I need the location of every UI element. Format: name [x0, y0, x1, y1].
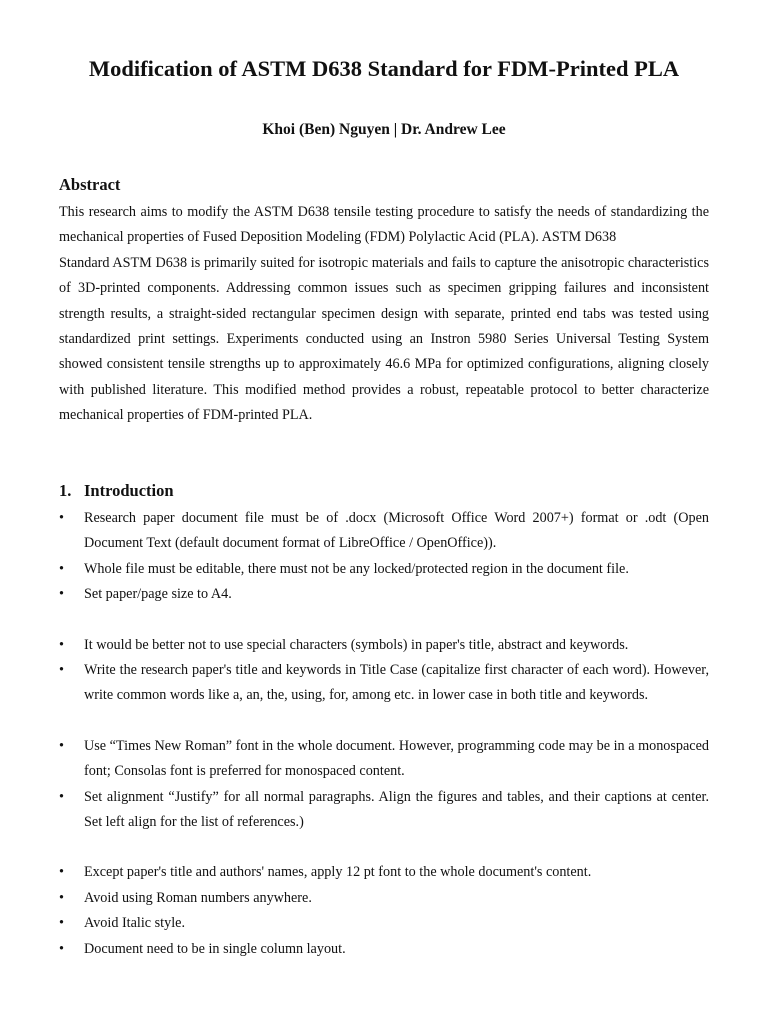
abstract-heading: Abstract [59, 175, 121, 194]
list-item-text: Write the research paper's title and keywords in Title Case (capitalize first character of each word). However, write common words like a, an, the, using, for, among etc. in lower case in both title and keywords. [84, 662, 709, 704]
list-item-text: Set paper/page size to A4. [84, 586, 232, 603]
bullet-group [59, 506, 709, 608]
paper-title: Modification of ASTM D638 Standard for FDM-Printed PLA [88, 56, 680, 81]
bullet-group [59, 633, 709, 709]
list-item-text: Set alignment “Justify” for all normal paragraphs. Align the figures and tables, and their captions at center. Set left align for the list of references.) [84, 788, 709, 831]
list-item [59, 886, 709, 911]
abstract-body [59, 200, 709, 429]
bullet-icon: • [59, 889, 64, 906]
bullet-icon: • [59, 788, 64, 805]
bullet-icon: • [59, 636, 64, 653]
list-item [59, 785, 709, 836]
bullet-icon: • [59, 662, 64, 679]
bullet-icon: • [59, 560, 64, 577]
list-item [59, 506, 709, 557]
list-item-text: Research paper document file must be of .docx (Microsoft Office Word 2007+) format or .odt (Open Document Text (default document format of LibreOffice / OpenOffice)). [84, 510, 709, 552]
introduction-bullet-list [59, 506, 709, 962]
abstract-paragraph: This research aims to modify the ASTM D638 tensile testing procedure to satisfy the needs of standardizing the mechanical properties of Fused Deposition Modeling (FDM) Polylactic Acid (PLA). ASTM D638 [59, 204, 709, 246]
list-item [59, 582, 709, 607]
bullet-group [59, 860, 709, 962]
list-item-text: Document need to be in single column layout. [84, 940, 346, 957]
abstract-paragraph: Standard ASTM D638 is primarily suited for isotropic materials and fails to capture the anisotropic characteristics of 3D-printed components. Addressing common issues such as specimen gripping failures and inconsistent strength results, a straight-sided rectangular specimen design with separate, printed end tabs was tested using standardized print settings. Experiments conducted using an Instron 5980 Series Universal Testing System showed consistent tensile strengths up to approximately 46.6 MPa for optimized configurations, aligning closely with published literature. This modified method provides a robust, repeatable protocol to better characterize mechanical properties of FDM-printed PLA. [59, 254, 709, 424]
list-item-text: Whole file must be editable, there must not be any locked/protected region in the document file. [84, 560, 629, 577]
bullet-icon: • [59, 940, 64, 957]
bullet-icon: • [59, 586, 64, 603]
list-item [59, 911, 709, 936]
list-item [59, 860, 709, 885]
list-item [59, 633, 709, 658]
list-item-text: Avoid Italic style. [84, 915, 185, 932]
section-title: Introduction [84, 481, 174, 500]
bullet-group [59, 734, 709, 836]
list-item [59, 557, 709, 582]
list-item-text: It would be better not to use special characters (symbols) in paper's title, abstract and keywords. [84, 636, 629, 653]
list-item [59, 937, 709, 962]
list-item [59, 658, 709, 709]
paper-authors: Khoi (Ben) Nguyen | Dr. Andrew Lee [262, 121, 506, 138]
bullet-icon: • [59, 864, 64, 881]
section-heading-introduction [59, 481, 174, 501]
list-item-text: Except paper's title and authors' names, apply 12 pt font to the whole document's content. [84, 864, 592, 881]
list-item-text: Use “Times New Roman” font in the whole document. However, programming code may be in a monospaced font; Consolas font is preferred for monospaced content. [84, 737, 709, 780]
bullet-icon: • [59, 510, 64, 526]
bullet-icon: • [59, 915, 64, 932]
list-item-text: Avoid using Roman numbers anywhere. [84, 889, 312, 906]
list-item [59, 734, 709, 785]
section-number: 1. [59, 481, 72, 500]
bullet-icon: • [59, 737, 64, 754]
